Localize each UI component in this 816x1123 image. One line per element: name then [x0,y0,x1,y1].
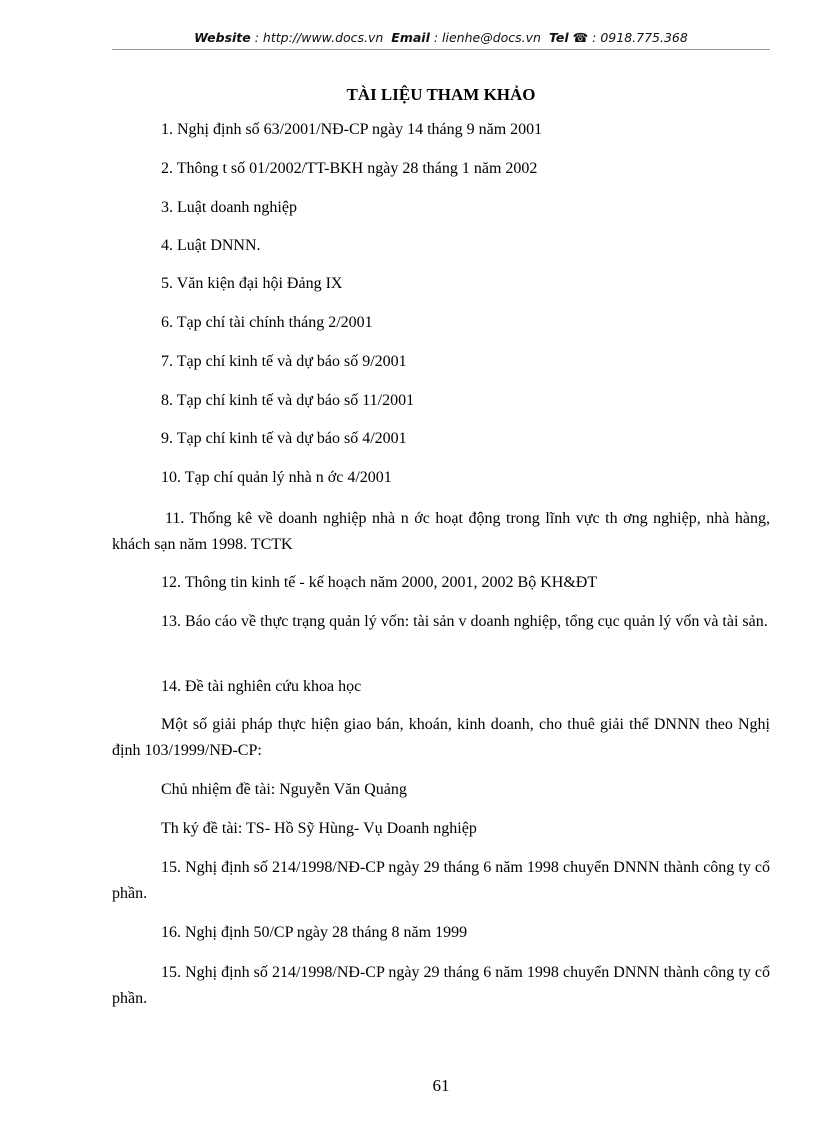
reference-item-3: 3. Luật doanh nghiệp [161,199,297,216]
reference-item-16: 16. Nghị định 50/CP ngày 28 tháng 8 năm 1999 [161,924,468,941]
header-divider [112,49,770,50]
reference-item-9: 9. Tạp chí kinh tế và dự báo số 4/2001 [161,430,407,447]
reference-item-1: 1. Nghị định số 63/2001/NĐ-CP ngày 14 tháng 9 năm 2001 [161,121,543,138]
reference-item-14: 14. Đề tài nghiên cứu khoa học [161,678,362,695]
research-description: Một số giải pháp thực hiện giao bán, khoán, kinh doanh, cho thuê giải thể DNNN theo Nghị định 103/1999/NĐ-CP: [112,716,770,759]
page-title: TÀI LIỆU THAM KHẢO [346,85,536,104]
reference-item-12: 12. Thông tin kinh tế - kế hoạch năm 2000, 2001, 2002 Bộ KH&ĐT [161,574,598,591]
reference-item-11: 11. Thống kê về doanh nghiệp nhà n ớc hoạt động trong lĩnh vực th ơng nghiệp, nhà hàng, khách sạn năm 1998. TCTK [112,510,770,553]
reference-item-15: 15. Nghị định số 214/1998/NĐ-CP ngày 29 tháng 6 năm 1998 chuyển DNNN thành công ty cổ phần. [112,859,770,902]
reference-item-13: 13. Báo cáo về thực trạng quản lý vốn: tài sản v doanh nghiệp, tổng cục quản lý vốn và tài sản. [161,613,768,630]
reference-item-7: 7. Tạp chí kinh tế và dự báo số 9/2001 [161,353,407,370]
page-header [112,30,770,45]
reference-item-2: 2. Thông t số 01/2002/TT-BKH ngày 28 tháng 1 năm 2002 [161,160,538,177]
reference-item-8: 8. Tạp chí kinh tế và dự báo số 11/2001 [161,392,415,409]
website-value: : http://www.docs.vn [254,30,384,45]
tel-label: Tel [548,30,569,45]
reference-item-4: 4. Luật DNNN. [161,237,261,254]
research-leader: Chủ nhiệm đề tài: Nguyễn Văn Quảng [161,781,407,798]
reference-item-10: 10. Tạp chí quản lý nhà n ớc 4/2001 [161,469,392,486]
reference-item-6: 6. Tạp chí tài chính tháng 2/2001 [161,314,373,331]
reference-item-15-repeat: 15. Nghị định số 214/1998/NĐ-CP ngày 29 tháng 6 năm 1998 chuyển DNNN thành công ty cổ phần. [112,964,770,1007]
page-number: 61 [432,1076,450,1095]
research-secretary: Th ký đề tài: TS- Hồ Sỹ Hùng- Vụ Doanh nghiệp [161,820,477,837]
email-value: : lienhe@docs.vn [433,30,541,45]
website-label: Website [194,30,251,45]
email-label: Email [391,30,430,45]
reference-item-5: 5. Văn kiện đại hội Đảng IX [161,275,343,292]
tel-value: ☎ : 0918.775.368 [572,30,688,45]
